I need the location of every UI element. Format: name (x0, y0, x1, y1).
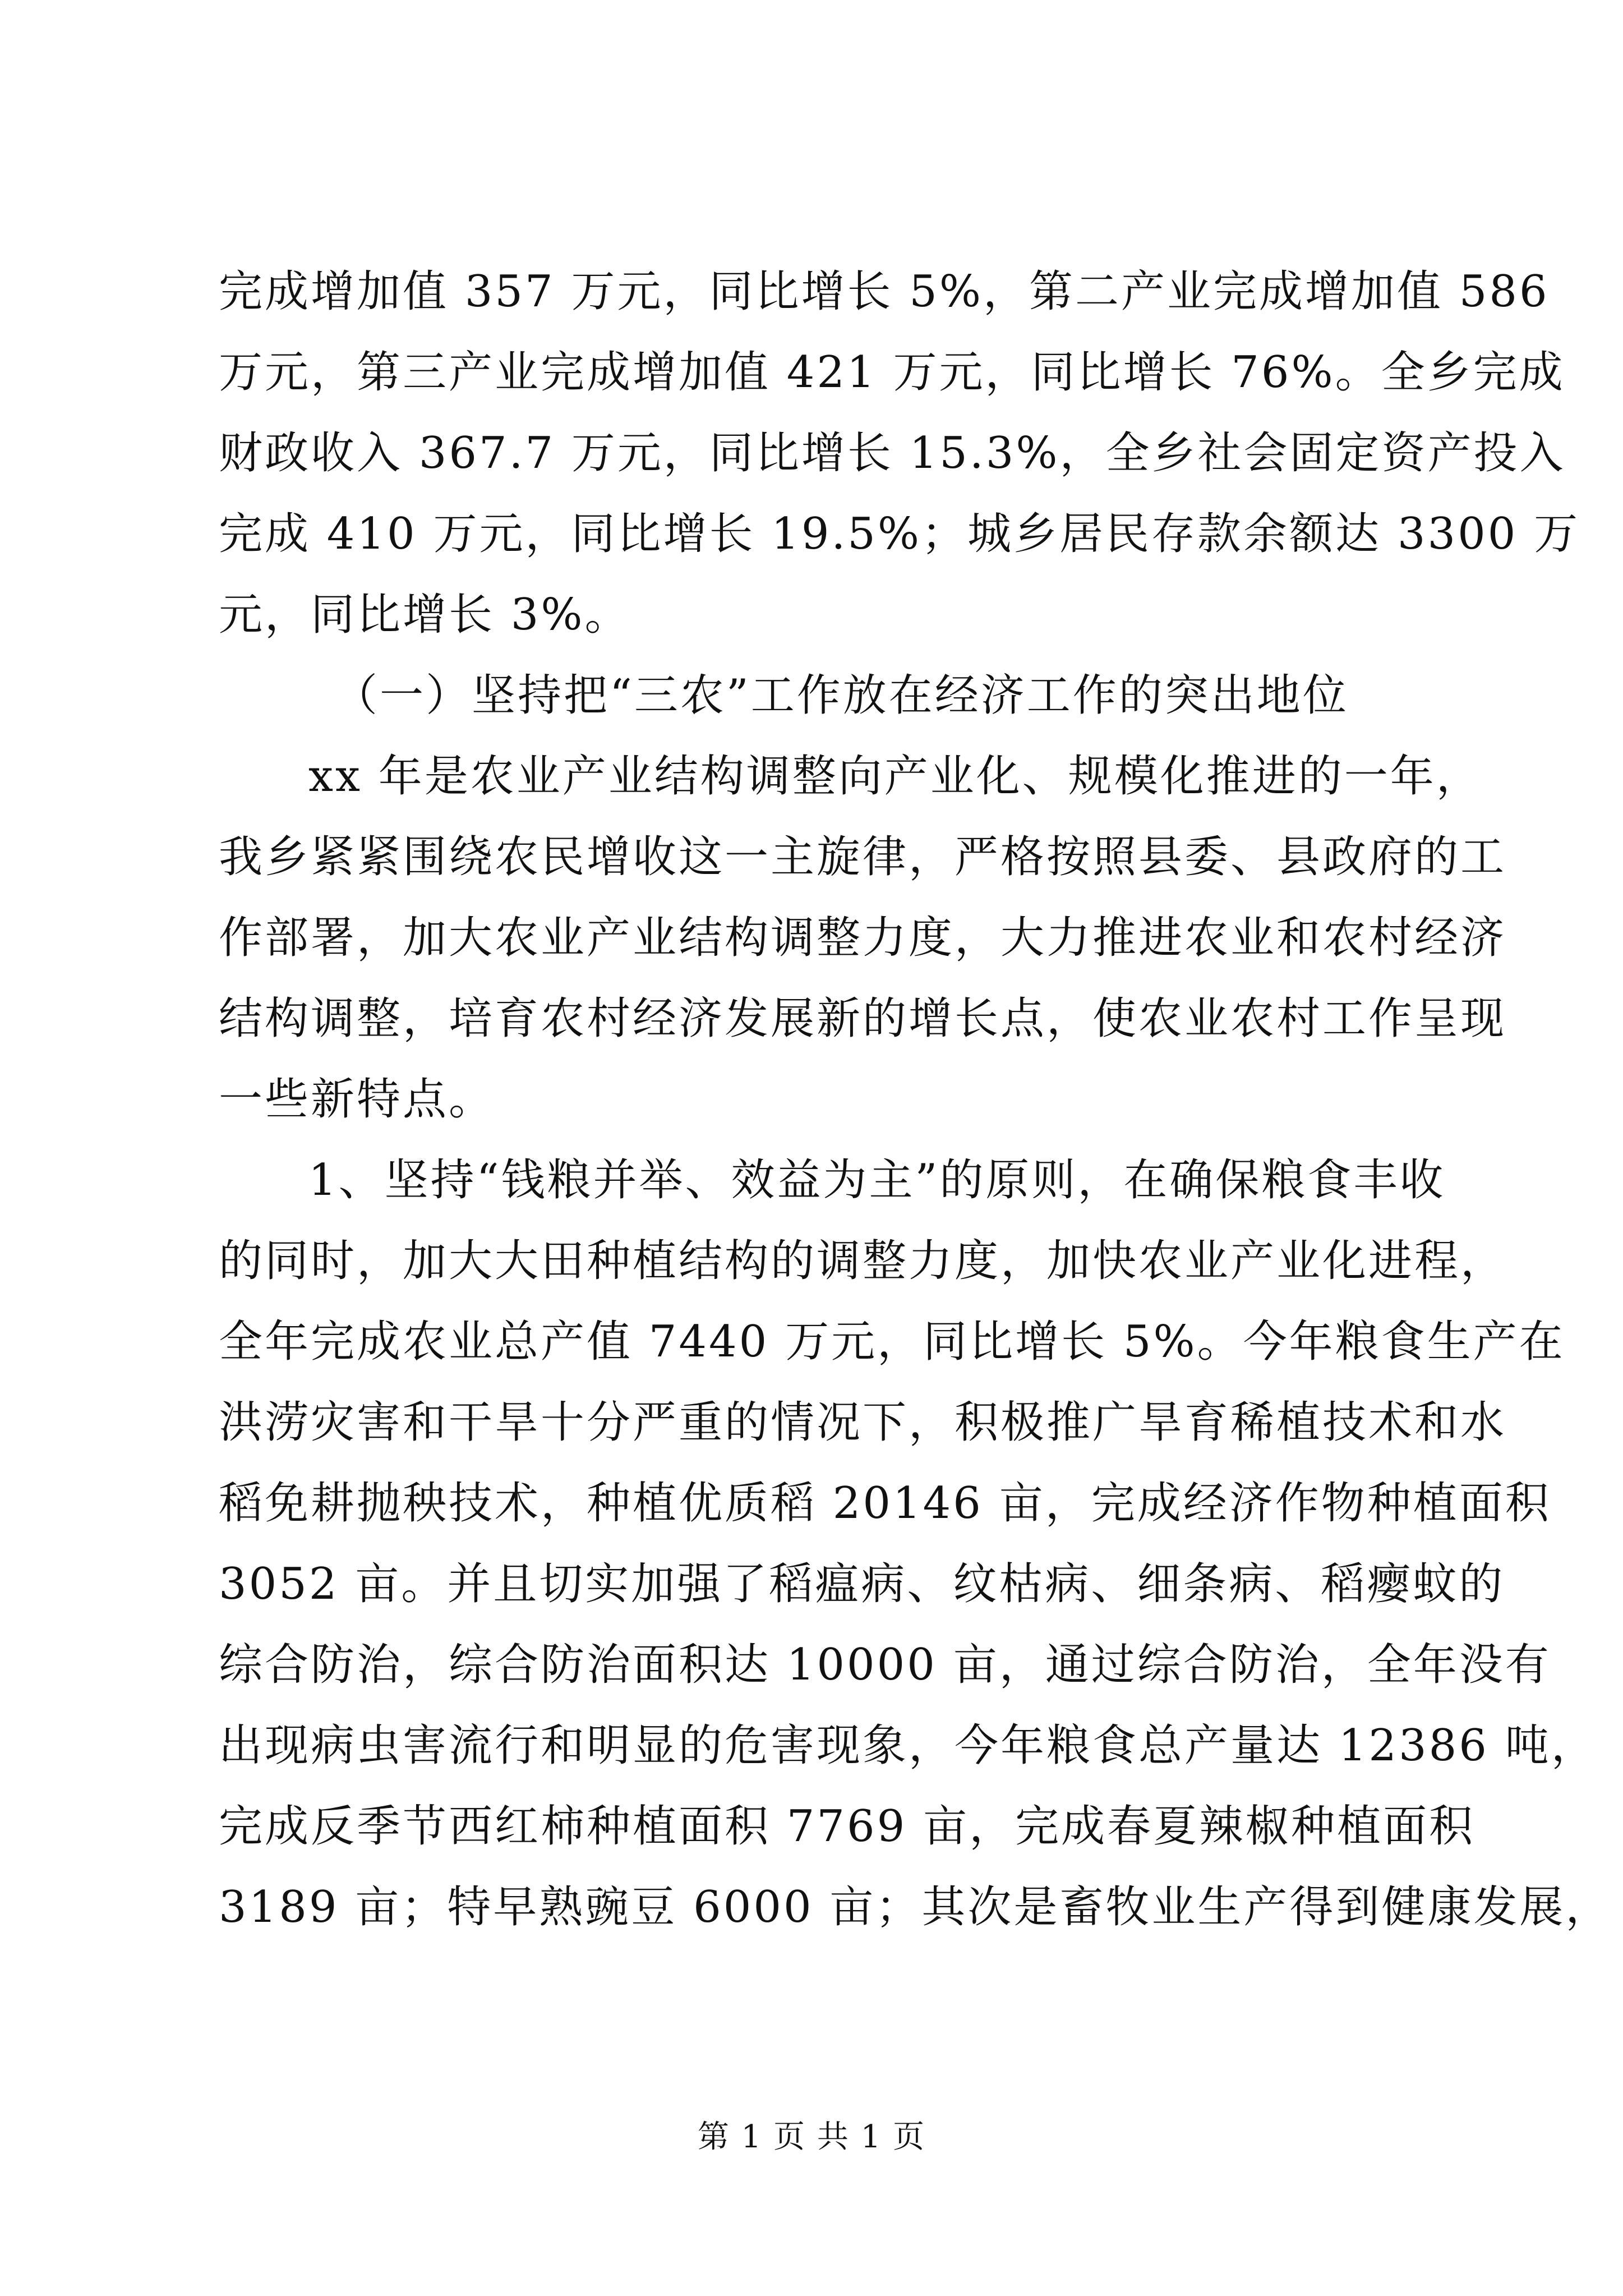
text-line: 3052 亩。并且切实加强了稻瘟病、纹枯病、细条病、稻瘿蚊的 (219, 1559, 1505, 1609)
text-line: 完成反季节西红柿种植面积 7769 亩，完成春夏辣椒种植面积 (219, 1801, 1476, 1852)
text-line: 完成 410 万元，同比增长 19.5%；城乡居民存款余额达 3300 万 (219, 509, 1580, 559)
text-line: 的同时，加大大田种植结构的调整力度，加快农业产业化进程， (219, 1236, 1507, 1286)
text-line: 全年完成农业总产值 7440 万元，同比增长 5%。今年粮食生产在 (219, 1317, 1565, 1367)
text-line: 完成增加值 357 万元，同比增长 5%，第二产业完成增加值 586 (219, 266, 1550, 317)
text-line: 万元，第三产业完成增加值 421 万元，同比增长 76%。全乡完成 (219, 347, 1565, 398)
text-line: 3189 亩；特早熟豌豆 6000 亩；其次是畜牧业生产得到健康发展， (219, 1882, 1612, 1932)
text-line: 我乡紧紧围绕农民增收这一主旋律，严格按照县委、县政府的工 (219, 832, 1507, 882)
paragraph-first-line: xx 年是农业产业结构调整向产业化、规模化推进的一年， (308, 751, 1482, 802)
section-heading: （一）坚持把“三农”工作放在经济工作的突出地位 (334, 670, 1349, 721)
text-line: 稻免耕抛秧技术，种植优质稻 20146 亩，完成经济作物种植面积 (219, 1478, 1551, 1529)
text-line: 一些新特点。 (219, 1074, 495, 1125)
text-line: 综合防治，综合防治面积达 10000 亩，通过综合防治，全年没有 (219, 1640, 1551, 1690)
text-line: 结构调整，培育农村经济发展新的增长点，使农业农村工作呈现 (219, 993, 1507, 1044)
paragraph-first-line: 1、坚持“钱粮并举、效益为主”的原则，在确保粮食丰收 (308, 1155, 1446, 1205)
text-line: 作部署，加大农业产业结构调整力度，大力推进农业和农村经济 (219, 913, 1507, 963)
text-line: 洪涝灾害和干旱十分严重的情况下，积极推广旱育稀植技术和水 (219, 1397, 1507, 1448)
text-line: 出现病虫害流行和明显的危害现象，今年粮食总产量达 12386 吨， (219, 1720, 1597, 1771)
page-footer: 第 1 页 共 1 页 (697, 2119, 926, 2155)
text-line: 财政收入 367.7 万元，同比增长 15.3%，全乡社会固定资产投入 (219, 428, 1566, 478)
text-line: 元，同比增长 3%。 (219, 590, 631, 640)
